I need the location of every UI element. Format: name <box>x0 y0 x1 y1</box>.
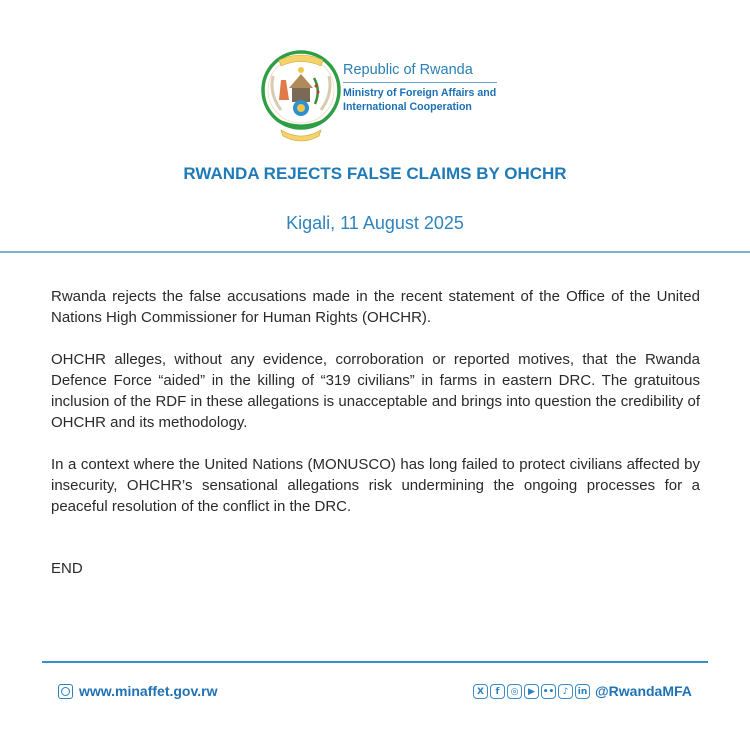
end-marker: END <box>51 560 83 577</box>
header-divider <box>0 251 750 253</box>
website-link[interactable] <box>58 683 217 699</box>
letterhead <box>259 46 509 146</box>
facebook-icon[interactable]: f <box>490 684 505 699</box>
instagram-icon[interactable]: ◎ <box>507 684 522 699</box>
social-handle[interactable]: @RwandaMFA <box>595 683 692 699</box>
header-underline <box>343 82 497 83</box>
paragraph-2: OHCHR alleges, without any evidence, corroboration or reported motives, that the Rwanda Defence Force “aided” in the killing of “319 civilians” in farms in eastern DRC. The gratuitous inclusion of the RDF in these allegations is unacceptable and brings into question the credibility of OHCHR and its methodology. <box>51 351 700 431</box>
footer-divider <box>42 661 708 663</box>
linkedin-icon[interactable]: in <box>575 684 590 699</box>
dateline: Kigali, 11 August 2025 <box>286 213 464 233</box>
flickr-icon[interactable]: •• <box>541 684 556 699</box>
statement-title: RWANDA REJECTS FALSE CLAIMS BY OHCHR <box>183 164 567 183</box>
youtube-icon[interactable]: ▶ <box>524 684 539 699</box>
website-url[interactable]: www.minaffet.gov.rw <box>79 683 218 699</box>
ministry-name <box>343 86 496 114</box>
statement-body <box>51 286 700 538</box>
x-icon[interactable]: X <box>473 684 488 699</box>
globe-icon <box>58 684 73 699</box>
ministry-line-2: International Cooperation <box>343 101 472 113</box>
ministry-line-1: Ministry of Foreign Affairs and <box>343 87 497 99</box>
paragraph-3: In a context where the United Nations (MONUSCO) has long failed to protect civilians affected by insecurity, OHCHR’s sensational allegations risk undermining the ongoing processes for a peaceful resolution of the conflict in the DRC. <box>51 456 700 515</box>
paragraph-1: Rwanda rejects the false accusations made in the recent statement of the Office of the United Nations High Commissioner for Human Rights (OHCHR). <box>51 288 700 326</box>
social-links <box>473 683 692 699</box>
republic-name: Republic of Rwanda <box>343 62 473 78</box>
tiktok-icon[interactable]: ♪ <box>558 684 573 699</box>
coat-of-arms-seal <box>259 46 343 146</box>
